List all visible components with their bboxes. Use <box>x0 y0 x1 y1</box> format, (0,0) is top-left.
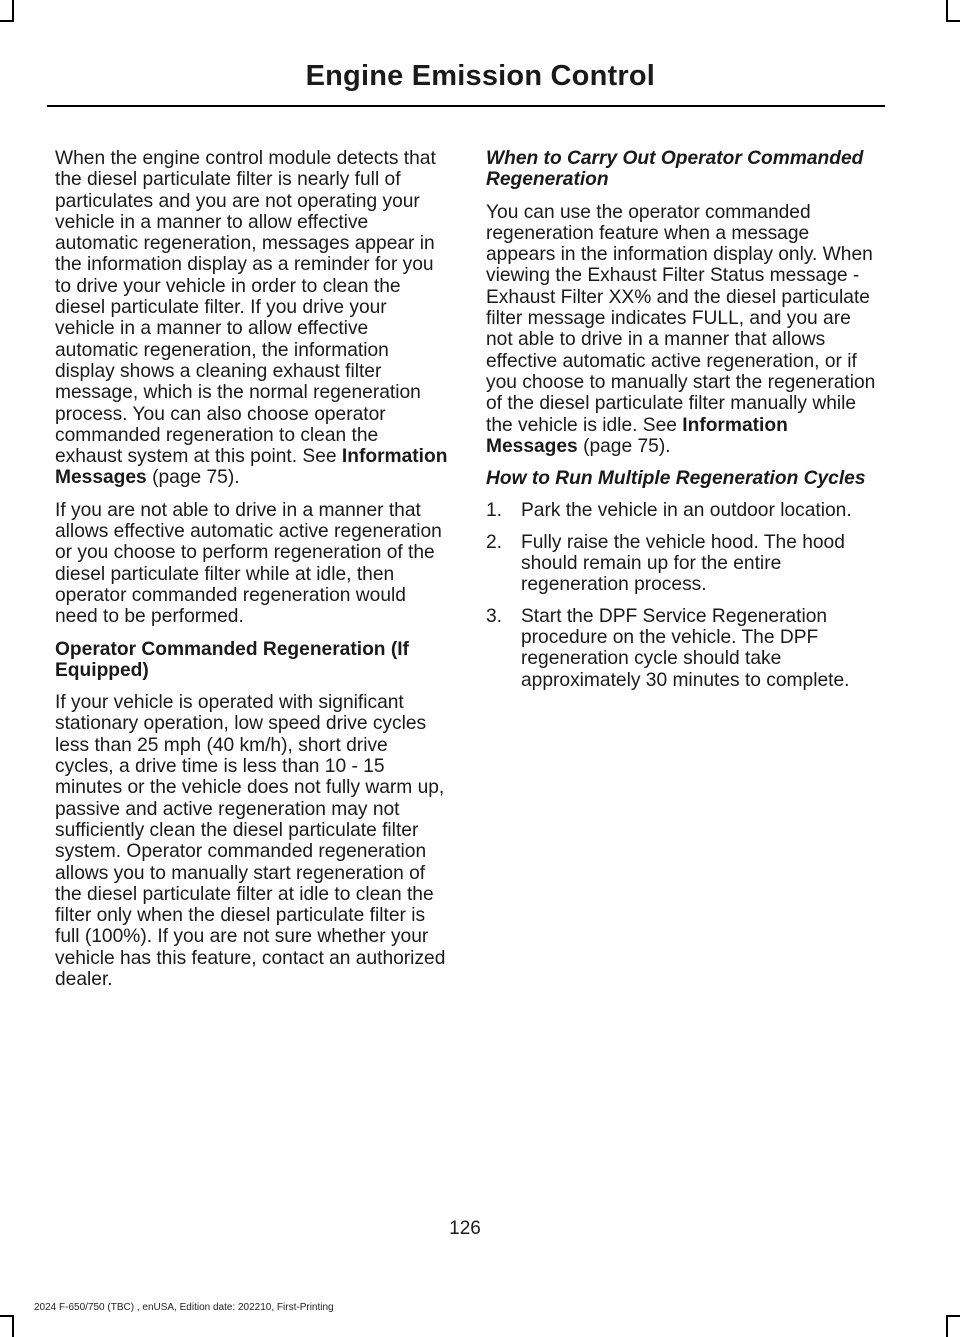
list-item: 2. Fully raise the vehicle hood. The hood should remain up for the entire regeneration process. <box>486 531 845 596</box>
section-heading-operator-commanded: Operator Commanded Regeneration (If Equipped) <box>55 638 409 681</box>
information-messages-link[interactable]: Information Messages <box>55 446 448 489</box>
left-column <box>55 148 449 1001</box>
information-messages-link[interactable]: Information Messages <box>486 414 788 457</box>
right-column <box>486 148 880 701</box>
header-divider <box>47 105 885 107</box>
list-item: 3. Start the DPF Service Regeneration procedure on the vehicle. The DPF regeneration cycle should take approximately 30 minutes to complete. <box>486 605 850 691</box>
paragraph-when-to-use: You can use the operator commanded regeneration feature when a message appears in the information display only. When viewing the Exhaust Filter Status message - Exhaust Filter XX% and the diesel particulate filter message indicates FULL, and you are not able to drive in a manner that allows effective automatic active regeneration, or if you choose to manually start the regeneration of the diesel particulate filter manually while the vehicle is idle. See Information Messages (page 75). <box>486 201 876 457</box>
page-number: 126 <box>449 1218 481 1239</box>
footer-edition-info: 2024 F-650/750 (TBC) , enUSA, Edition date: 202210, First-Printing <box>34 1302 334 1313</box>
crop-mark-bottom-left-v <box>12 1315 14 1337</box>
paragraph-automatic-regeneration: When the engine control module detects that the diesel particulate filter is nearly full of particulates and you are not operating your vehicle in a manner to allow effective automatic regeneration, messages appear in the information display as a reminder for you to drive your vehicle in order to clean the diesel particulate filter. If you drive your vehicle in a manner to allow effective automatic regeneration, the information display shows a cleaning exhaust filter message, which is the normal regeneration process. You can also choose operator commanded regeneration to clean the exhaust system at this point. See Information Messages (page 75). <box>55 148 448 489</box>
crop-mark-bottom-left-h <box>0 1315 14 1317</box>
crop-mark-top-right-h <box>946 20 960 22</box>
page-title: Engine Emission Control <box>305 60 655 92</box>
crop-mark-top-left-h <box>0 20 14 22</box>
steps-list <box>486 500 880 690</box>
crop-mark-bottom-right-v <box>946 1315 948 1337</box>
crop-mark-top-left-v <box>12 0 14 22</box>
paragraph-operator-commanded: If your vehicle is operated with significant stationary operation, low speed drive cycles less than 25 mph (40 km/h), short drive cycles, a drive time is less than 10 - 15 minutes or the vehicle does not fully warm up, passive and active regeneration may not sufficiently clean the diesel particulate filter system. Operator commanded regeneration allows you to manually start regeneration of the diesel particulate filter at idle to clean the filter only when the diesel particulate filter is full (100%). If you are not sure whether your vehicle has this feature, contact an authorized dealer. <box>55 692 446 990</box>
crop-mark-bottom-right-h <box>946 1315 960 1317</box>
section-heading-when-to-carry-out: When to Carry Out Operator Commanded Regeneration <box>486 148 864 191</box>
crop-mark-top-right-v <box>946 0 948 22</box>
section-heading-multiple-cycles: How to Run Multiple Regeneration Cycles <box>486 468 866 490</box>
list-item: 1. Park the vehicle in an outdoor location. <box>486 500 852 522</box>
paragraph-idle-regeneration: If you are not able to drive in a manner that allows effective automatic active regeneration or you choose to perform regeneration of the diesel particulate filter while at idle, then operator commanded regeneration would need to be performed. <box>55 499 442 628</box>
